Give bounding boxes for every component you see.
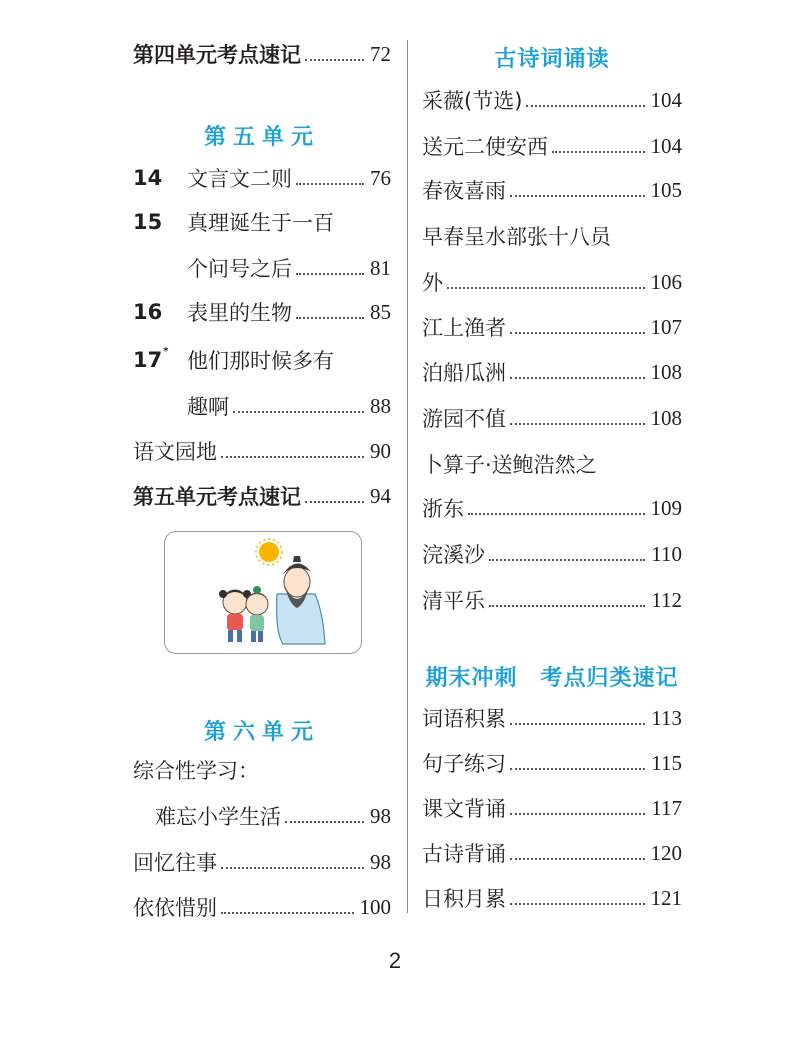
entry-title: 外 bbox=[422, 271, 443, 295]
entry-page-number: 85 bbox=[370, 299, 391, 324]
entry-title: 趣啊 bbox=[187, 395, 229, 419]
toc-entry[interactable] bbox=[133, 842, 391, 882]
section-heading: 期末冲刺 考点归类速记 bbox=[425, 666, 679, 691]
entry-page-number: 104 bbox=[650, 87, 682, 112]
entry-page-number: 109 bbox=[650, 495, 682, 520]
entry-title: 浙东 bbox=[422, 497, 464, 521]
entry-page-number: 110 bbox=[651, 541, 682, 566]
toc-entry[interactable] bbox=[422, 488, 682, 528]
entry-title: 他们那时候多有 bbox=[187, 349, 334, 373]
dot-leader bbox=[447, 287, 645, 289]
dot-leader bbox=[221, 867, 364, 869]
entry-page-number: 98 bbox=[370, 849, 391, 874]
toc-entry[interactable] bbox=[133, 887, 391, 927]
entry-page-number: 106 bbox=[650, 269, 682, 294]
dot-leader bbox=[296, 317, 364, 319]
toc-entry[interactable] bbox=[133, 34, 391, 74]
sun-icon bbox=[256, 539, 282, 565]
dot-leader bbox=[510, 195, 645, 197]
toc-entry[interactable] bbox=[422, 352, 682, 392]
entry-title: 语文园地 bbox=[133, 440, 217, 464]
entry-page-number: 104 bbox=[650, 133, 682, 158]
entry-title: 表里的生物 bbox=[187, 301, 292, 325]
toc-entry[interactable] bbox=[422, 126, 682, 166]
toc-entry[interactable] bbox=[133, 202, 391, 242]
entry-title: 泊船瓜洲 bbox=[422, 361, 506, 385]
toc-entry[interactable] bbox=[422, 216, 682, 256]
lesson-number: 15 bbox=[133, 210, 163, 234]
entry-title: 江上渔者 bbox=[422, 316, 506, 340]
entry-page-number: 117 bbox=[651, 795, 682, 820]
toc-entry[interactable] bbox=[133, 248, 391, 288]
toc-entry[interactable] bbox=[422, 80, 682, 120]
entry-title: 浣溪沙 bbox=[422, 543, 485, 567]
toc-entry[interactable] bbox=[422, 398, 682, 438]
entry-title: 真理诞生于一百 bbox=[187, 211, 334, 235]
toc-entry[interactable] bbox=[133, 386, 391, 426]
dot-leader bbox=[510, 423, 645, 425]
entry-page-number: 115 bbox=[651, 750, 682, 775]
entry-page-number: 94 bbox=[370, 483, 391, 508]
optional-lesson-mark: * bbox=[163, 346, 169, 357]
dot-leader bbox=[285, 821, 364, 823]
entry-title: 游园不值 bbox=[422, 407, 506, 431]
toc-entry[interactable] bbox=[422, 307, 682, 347]
entry-title: 古诗背诵 bbox=[422, 842, 506, 866]
entry-page-number: 88 bbox=[370, 393, 391, 418]
toc-entry[interactable] bbox=[133, 796, 391, 836]
child-figure-icon bbox=[219, 590, 251, 642]
dot-leader bbox=[296, 273, 364, 275]
dot-leader bbox=[221, 912, 354, 914]
section-heading: 古诗词诵读 bbox=[494, 47, 610, 72]
entry-page-number: 113 bbox=[651, 705, 682, 730]
toc-entry[interactable] bbox=[422, 534, 682, 574]
entry-page-number: 100 bbox=[359, 894, 391, 919]
dot-leader bbox=[489, 605, 645, 607]
entry-page-number: 112 bbox=[651, 587, 682, 612]
dot-leader bbox=[489, 559, 645, 561]
toc-entry[interactable] bbox=[133, 340, 391, 380]
toc-entry[interactable] bbox=[133, 431, 391, 471]
entry-page-number: 81 bbox=[370, 255, 391, 280]
entry-title: 句子练习 bbox=[422, 752, 506, 776]
entry-page-number: 98 bbox=[370, 803, 391, 828]
entry-title: 清平乐 bbox=[422, 589, 485, 613]
entry-page-number: 72 bbox=[370, 41, 391, 66]
entry-title: 词语积累 bbox=[422, 707, 506, 731]
column-divider bbox=[407, 40, 408, 913]
entry-title: 春夜喜雨 bbox=[422, 179, 506, 203]
entry-page-number: 105 bbox=[650, 177, 682, 202]
entry-page-number: 108 bbox=[650, 405, 682, 430]
illustration-icon bbox=[165, 532, 361, 653]
dot-leader bbox=[510, 813, 645, 815]
dot-leader bbox=[305, 59, 364, 61]
dot-leader bbox=[510, 903, 645, 905]
dot-leader bbox=[552, 151, 645, 153]
teacher-and-children-illustration bbox=[164, 531, 362, 654]
dot-leader bbox=[221, 456, 364, 458]
entry-page-number: 107 bbox=[650, 314, 682, 339]
entry-title: 课文背诵 bbox=[422, 797, 506, 821]
entry-title: 文言文二则 bbox=[187, 167, 292, 191]
entry-title: 日积月累 bbox=[422, 887, 506, 911]
entry-title: 第五单元考点速记 bbox=[133, 485, 301, 509]
dot-leader bbox=[510, 768, 645, 770]
entry-title: 第四单元考点速记 bbox=[133, 43, 301, 67]
toc-entry[interactable] bbox=[133, 750, 391, 790]
toc-entry[interactable] bbox=[422, 170, 682, 210]
lesson-number: 16 bbox=[133, 300, 163, 324]
entry-page-number: 120 bbox=[650, 840, 682, 865]
entry-page-number: 76 bbox=[370, 165, 391, 190]
section-heading: 第五单元 bbox=[203, 125, 320, 150]
entry-page-number: 108 bbox=[650, 359, 682, 384]
toc-entry[interactable] bbox=[422, 833, 682, 873]
entry-page-number: 121 bbox=[650, 885, 682, 910]
dot-leader bbox=[305, 501, 364, 503]
entry-title: 送元二使安西 bbox=[422, 135, 548, 159]
toc-entry[interactable] bbox=[422, 262, 682, 302]
entry-title: 依依惜别 bbox=[133, 896, 217, 920]
dot-leader bbox=[468, 513, 645, 515]
dot-leader bbox=[526, 105, 644, 107]
entry-title: 早春呈水部张十八员 bbox=[422, 225, 611, 249]
dot-leader bbox=[296, 183, 364, 185]
toc-entry[interactable] bbox=[422, 878, 682, 918]
lesson-number: 17 * bbox=[133, 346, 169, 372]
teacher-figure-icon bbox=[277, 556, 325, 644]
toc-entry[interactable] bbox=[422, 444, 682, 484]
dot-leader bbox=[510, 723, 645, 725]
dot-leader bbox=[233, 411, 364, 413]
toc-entry[interactable] bbox=[422, 788, 682, 828]
toc-entry[interactable] bbox=[422, 580, 682, 620]
page-number: 2 bbox=[388, 948, 402, 973]
entry-title: 个问号之后 bbox=[187, 257, 292, 281]
toc-entry[interactable] bbox=[422, 698, 682, 738]
entry-title: 综合性学习： bbox=[133, 759, 259, 783]
entry-title: 回忆往事 bbox=[133, 851, 217, 875]
entry-page-number: 90 bbox=[370, 438, 391, 463]
toc-entry[interactable] bbox=[133, 292, 391, 332]
entry-title: 难忘小学生活 bbox=[155, 805, 281, 829]
toc-entry[interactable] bbox=[133, 158, 391, 198]
section-heading: 第六单元 bbox=[203, 720, 320, 745]
entry-title: 采薇(节选) bbox=[422, 89, 523, 113]
entry-title: 卜算子·送鲍浩然之 bbox=[422, 453, 597, 477]
dot-leader bbox=[510, 858, 645, 860]
dot-leader bbox=[510, 377, 645, 379]
dot-leader bbox=[510, 332, 645, 334]
toc-entry[interactable] bbox=[133, 476, 391, 516]
toc-entry[interactable] bbox=[422, 743, 682, 783]
lesson-number: 14 bbox=[133, 166, 163, 190]
